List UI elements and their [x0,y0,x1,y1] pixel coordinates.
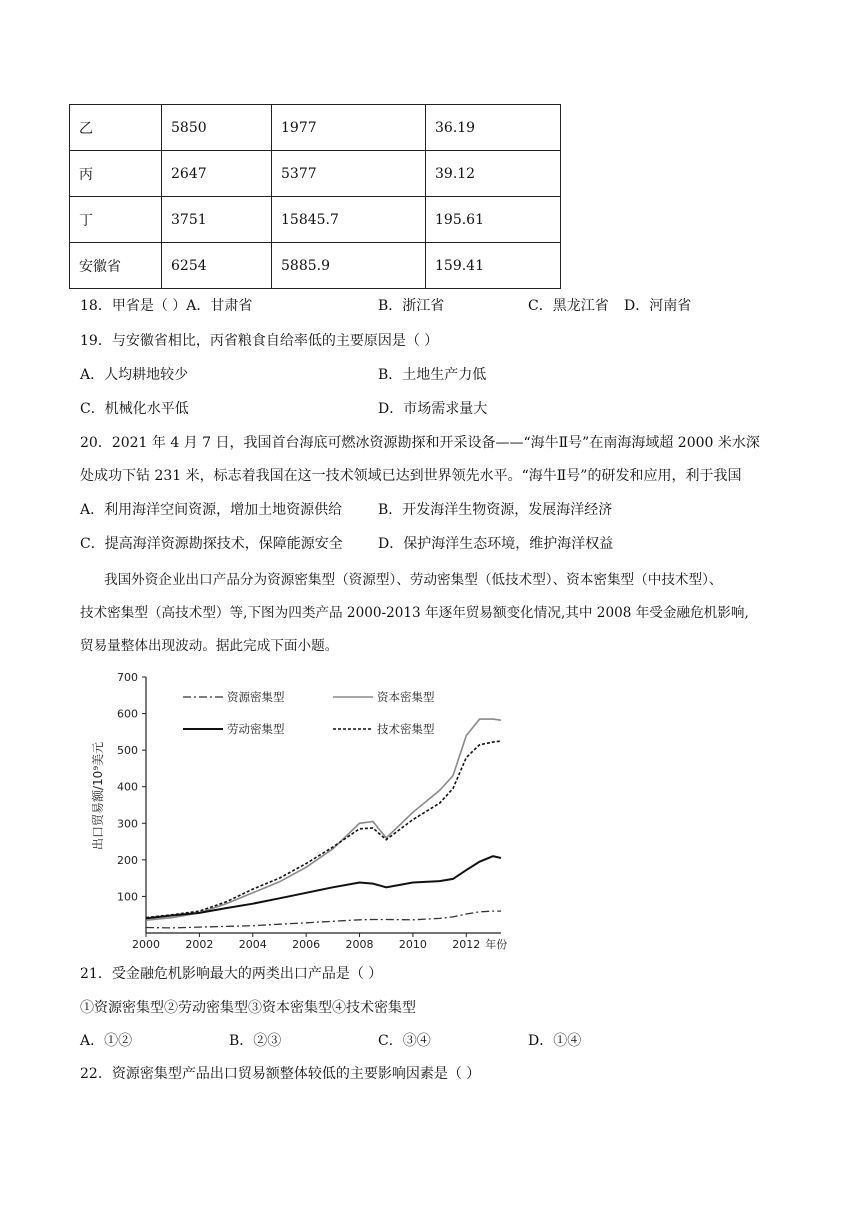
table-cell: 5850 [162,105,272,151]
table-cell: 5377 [272,151,426,197]
table-row [70,197,561,243]
table-row [70,105,561,151]
q21-option-d: D．①④ [528,1033,582,1049]
table-cell: 5885.9 [272,243,426,289]
x-tick-label: 2000 [132,938,160,950]
q19-option-c: C．机械化水平低 [80,401,189,417]
table-row [70,243,561,289]
q18-option-c: C．黑龙江省 [528,298,609,314]
x-tick-label: 2004 [238,938,267,950]
chart-legend [183,690,435,736]
line-chart [88,665,513,950]
x-tick-label: 2002 [185,938,214,950]
q20-option-b: B．开发海洋生物资源，发展海洋经济 [378,502,613,518]
y-tick-label: 300 [117,817,138,831]
q20-option-d: D．保护海洋生态环境，维护海洋权益 [378,536,614,552]
x-tick-label: 2012 [452,938,481,950]
passage-line3: 贸易量整体出现波动。据此完成下面小题。 [80,638,339,654]
table-cell: 15845.7 [272,197,426,243]
x-axis-label: 年份 [485,938,508,950]
legend-label: 劳动密集型 [227,722,285,736]
table-cell: 36.19 [426,105,561,151]
series-line-3 [146,741,501,918]
table-cell: 丁 [70,197,162,243]
y-tick-label: 700 [117,671,138,684]
data-table [69,104,561,289]
table-cell: 1977 [272,105,426,151]
legend-label: 资本密集型 [377,690,435,704]
legend-label: 技术密集型 [377,722,435,736]
x-tick-label: 2008 [345,938,374,950]
y-tick-label: 400 [117,780,138,794]
y-tick-label: 200 [117,853,138,867]
q20-stem-line1: 20．2021 年 4 月 7 日，我国首台海底可燃冰资源勘探和开采设备——“海牛Ⅱ号”在南海海域超 2000 米水深 [80,435,760,451]
q22-stem: 22．资源密集型产品出口贸易额整体较低的主要影响因素是（ ） [80,1066,481,1082]
q18-option-d: D．河南省 [624,298,692,314]
q21-option-b: B．②③ [229,1033,282,1049]
chart-axes [117,671,507,950]
series-line-2 [146,856,501,918]
x-tick-label: 2006 [292,938,321,950]
y-tick-label: 600 [117,707,138,721]
q18-option-b: B．浙江省 [378,298,445,314]
table-cell: 195.61 [426,197,561,243]
y-tick-label: 100 [117,890,138,904]
x-tick-label: 2010 [398,938,427,950]
q19-stem: 19．与安徽省相比，丙省粮食自给率低的主要原因是（ ） [80,333,439,349]
table-cell: 159.41 [426,243,561,289]
table-row [70,151,561,197]
table-cell: 6254 [162,243,272,289]
q21-option-a: A．①② [80,1033,133,1049]
table-cell: 安徽省 [70,243,162,289]
q21-choices: ①资源密集型②劳动密集型③资本密集型④技术密集型 [80,1000,416,1016]
q21-stem: 21．受金融危机影响最大的两类出口产品是（ ） [80,966,383,982]
passage-line1: 我国外资企业出口产品分为资源密集型（资源型）、劳动密集型（低技术型）、资本密集型（中技术型）、 [104,572,723,588]
q19-option-a: A．人均耕地较少 [80,367,189,383]
table-cell: 乙 [70,105,162,151]
q19-option-d: D．市场需求量大 [378,401,488,417]
q21-option-c: C．③④ [378,1033,431,1049]
legend-label: 资源密集型 [227,690,285,704]
table-cell: 丙 [70,151,162,197]
table-body [70,105,561,289]
chart-series-lines [146,719,501,928]
passage-line2: 技术密集型（高技术型）等,下图为四类产品 2000-2013 年逐年贸易额变化情况,其中 2008 年受金融危机影响, [80,605,749,621]
q19-option-b: B．土地生产力低 [378,367,487,383]
q20-option-a: A．利用海洋空间资源，增加土地资源供给 [80,502,343,518]
q20-stem-line2: 处成功下钻 231 米，标志着我国在这一技术领域已达到世界领先水平。“海牛Ⅱ号”的研发和应用，利于我国 [80,468,742,484]
table-cell: 3751 [162,197,272,243]
table-cell: 2647 [162,151,272,197]
q18-stem: 18．甲省是（ ）A．甘肃省 [80,298,253,314]
q20-option-c: C．提高海洋资源勘探技术，保障能源安全 [80,536,343,552]
table-cell: 39.12 [426,151,561,197]
y-tick-label: 500 [117,744,138,758]
y-axis-label: 出口贸易额/10⁹美元 [91,741,105,850]
